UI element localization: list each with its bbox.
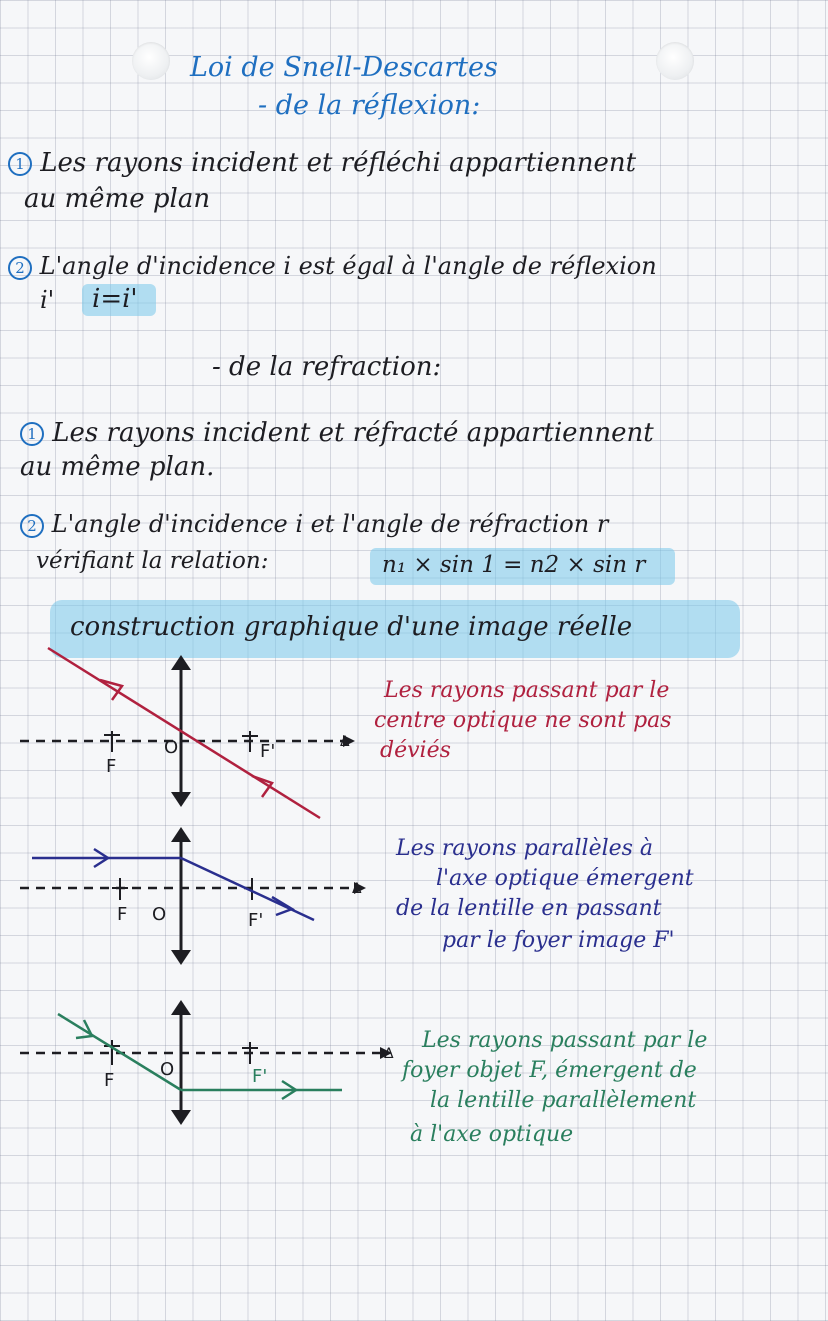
lens-arrow-down-icon xyxy=(171,792,191,807)
refraction-formula: n₁ × sin 1 = n2 × sin r xyxy=(370,548,675,585)
label-F-prime: F' xyxy=(260,741,276,762)
rule-number-badge: 2 xyxy=(8,256,32,280)
diagram-centre-optique xyxy=(20,648,355,818)
diagram-focal-ray xyxy=(20,1000,394,1125)
label-O: O xyxy=(164,737,179,758)
label-F-prime: F' xyxy=(248,910,264,931)
lens-arrow-down-icon xyxy=(171,950,191,965)
reflexion-rule1: 1 Les rayons incident et réfléchi appartiennent xyxy=(8,150,636,176)
label-axis: Δ xyxy=(340,734,350,750)
caption-diagram2-line1: Les rayons parallèles à xyxy=(396,836,654,861)
caption-diagram3-line3: la lentille parallèlement xyxy=(430,1088,697,1113)
lens-arrow-up-icon xyxy=(171,655,191,670)
rule-number-badge: 1 xyxy=(20,422,44,446)
label-F: F xyxy=(117,904,128,925)
caption-diagram3-line1: Les rayons passant par le xyxy=(422,1028,708,1053)
label-F: F xyxy=(106,756,117,777)
label-O: O xyxy=(152,904,167,925)
refraction-rule2-cont: vérifiant la relation: xyxy=(36,548,269,574)
refraction-rule1: 1 Les rayons incident et réfracté appartiennent xyxy=(20,420,654,446)
reflexion-rule1-cont: au même plan xyxy=(24,184,211,214)
rule-number-badge: 2 xyxy=(20,514,44,538)
ray-arrow-icon xyxy=(252,776,272,797)
section-title-reflexion: - de la réflexion: xyxy=(258,90,481,121)
reflexion-formula: i=i' xyxy=(82,284,156,316)
page-title: Loi de Snell-Descartes xyxy=(190,52,498,83)
lens-arrow-up-icon xyxy=(171,827,191,842)
label-F: F xyxy=(104,1070,115,1091)
rule-number-badge: 1 xyxy=(8,152,32,176)
reflexion-rule2-cont: i' xyxy=(40,286,55,314)
reflexion-rule2: 2 L'angle d'incidence i est égal à l'angle de réflexion xyxy=(8,254,657,280)
caption-diagram1-line3: déviés xyxy=(380,738,451,763)
lens-arrow-down-icon xyxy=(171,1110,191,1125)
refraction-rule1-cont: au même plan. xyxy=(20,452,215,482)
section-title-refraction: - de la refraction: xyxy=(212,352,442,382)
caption-diagram1-line2: centre optique ne sont pas xyxy=(374,708,672,733)
caption-diagram3-line4: à l'axe optique xyxy=(410,1122,574,1147)
lens-arrow-up-icon xyxy=(171,1000,191,1015)
label-axis: Δ xyxy=(384,1046,394,1062)
label-O: O xyxy=(160,1059,175,1080)
caption-diagram2-line2: l'axe optique émergent xyxy=(436,866,694,891)
caption-diagram2-line3: de la lentille en passant xyxy=(396,896,662,921)
label-axis: Δ xyxy=(352,881,362,897)
caption-diagram1-line1: Les rayons passant par le xyxy=(384,678,670,703)
diagram-parallel-ray xyxy=(20,827,366,965)
construction-heading: construction graphique d'une image réelle xyxy=(70,612,633,642)
caption-diagram2-line4: par le foyer image F' xyxy=(442,928,675,953)
refraction-rule2: 2 L'angle d'incidence i et l'angle de réfraction r xyxy=(20,512,608,538)
label-F-prime: F' xyxy=(252,1066,268,1087)
caption-diagram3-line2: foyer objet F, émergent de xyxy=(402,1058,697,1083)
